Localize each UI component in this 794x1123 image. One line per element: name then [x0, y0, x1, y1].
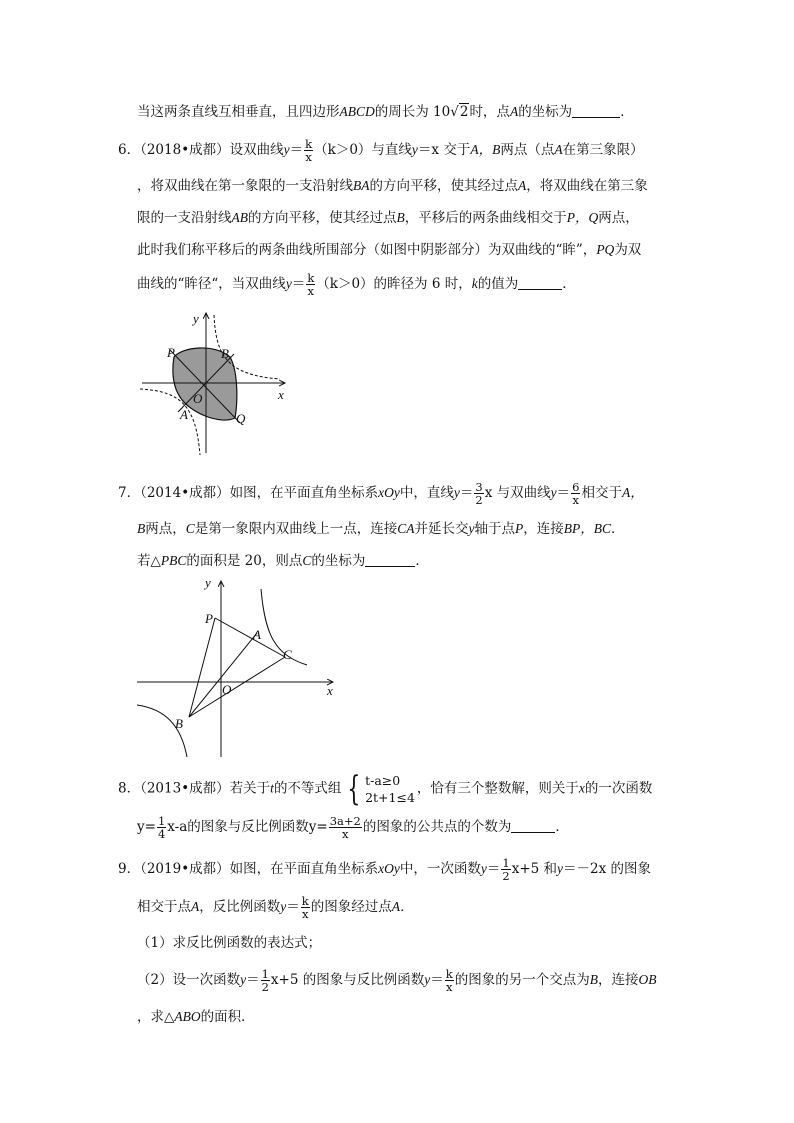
denominator: x: [342, 827, 349, 841]
text: 相交于点: [137, 899, 191, 915]
point: B: [589, 972, 598, 987]
fraction: [261, 968, 270, 993]
text: ＝: [430, 972, 444, 988]
text: 的方向平移，使其经过点: [248, 210, 397, 226]
text: 的坐标为: [311, 553, 366, 569]
q9-line-2: [137, 895, 413, 920]
segments: BP，BC: [563, 521, 612, 536]
point: P: [515, 521, 524, 536]
q9-part-2-cont: [137, 1007, 255, 1027]
numerator: 3: [475, 480, 483, 494]
text: 的面积是 20，则点: [186, 553, 303, 569]
text: 相交于: [581, 485, 622, 501]
text: 两点（点: [500, 142, 555, 158]
text: 如图，在平面直角坐标系: [229, 861, 379, 877]
inequality-1: t-a≥0: [365, 773, 401, 788]
q6-line-4: [137, 240, 641, 260]
text: 限的一支沿射线: [137, 210, 232, 226]
text: 若△: [137, 553, 161, 569]
line-ba: [189, 633, 257, 717]
denominator: 4: [157, 827, 166, 841]
text: 如图，在平面直角坐标系: [229, 485, 379, 501]
text: ，将双曲线在第三象: [526, 178, 648, 194]
q6-figure: [130, 305, 300, 465]
q9-part-1: [137, 933, 321, 953]
text: （2）设一次函数: [137, 972, 241, 988]
text: （k＞0）: [314, 142, 372, 158]
question-source: （2018•成都）: [140, 142, 230, 158]
q8-line-2: [137, 815, 569, 840]
q5-line: [137, 102, 634, 122]
q6-line-5: [137, 272, 576, 297]
inequality-2: 2t+1≤4: [365, 790, 415, 805]
text: 的一次函数: [584, 780, 653, 797]
segment: CA: [397, 521, 415, 536]
point: A: [554, 142, 563, 157]
text: 的图象经过点: [310, 899, 392, 915]
text: 曲线的“眸径“，当双曲线: [137, 276, 286, 292]
fraction: [329, 815, 362, 840]
text: x 与双曲线: [484, 485, 551, 501]
text: x-a: [167, 819, 188, 835]
radicand: 2: [459, 104, 469, 120]
var: y: [453, 485, 460, 500]
numerator: k: [301, 894, 309, 908]
point: B: [396, 210, 405, 225]
q6-line-2: [137, 176, 648, 196]
q7-line-2: [137, 519, 625, 539]
text: 在第三象限）: [562, 142, 644, 158]
brace: {: [347, 769, 361, 809]
question-number: 7．: [118, 485, 141, 501]
triangle-name: PBC: [160, 553, 187, 568]
text: 时，点: [469, 104, 510, 120]
text: 当这两条直线互相垂直，且四边形: [137, 104, 340, 120]
text: ＝: [486, 861, 501, 877]
ray: AB: [231, 210, 248, 225]
var: y: [424, 972, 431, 987]
denominator: 2: [502, 869, 510, 883]
label-a: A: [180, 407, 188, 422]
text: ．: [562, 276, 576, 292]
numerator: 1: [261, 967, 269, 981]
hyperbola-branch-3: [137, 705, 187, 757]
q9-part-2: [137, 968, 656, 993]
text: 轴于点: [474, 521, 516, 537]
text: ＝: [556, 485, 571, 501]
question-number: 6．: [118, 142, 141, 158]
numerator: k: [445, 967, 453, 981]
label-x: x: [278, 387, 284, 402]
var: y: [280, 899, 287, 914]
question-number: 9．: [118, 861, 141, 877]
q6-line-1: [118, 138, 644, 163]
q7-line-3: [137, 551, 429, 571]
text: 的值为: [477, 276, 519, 292]
text: 为双: [614, 242, 642, 258]
q8-line-1: [118, 769, 653, 809]
answer-blank[interactable]: [365, 552, 415, 567]
var: k: [471, 276, 478, 291]
point: A: [518, 178, 527, 193]
text: ，平移后的两条曲线相交于: [404, 210, 567, 226]
label-y: y: [205, 575, 211, 590]
fraction: [306, 272, 315, 297]
label-o: O: [193, 391, 203, 406]
text: ．: [611, 521, 625, 537]
points: P，Q: [566, 210, 599, 225]
text: ，恰有三个整数解，则关于: [416, 780, 579, 797]
var: y: [411, 142, 418, 157]
text: ＝x 交于: [417, 142, 471, 158]
text: 并延长交: [414, 521, 469, 537]
numerator: 3a+2: [329, 814, 361, 828]
text: 的图象的另一个交点为: [454, 972, 590, 988]
answer-blank[interactable]: [518, 275, 562, 290]
var: y: [480, 861, 487, 876]
label-x: x: [327, 683, 333, 698]
text: ，连接: [597, 972, 639, 988]
segment-bc: [189, 657, 285, 717]
numerator: 1: [502, 856, 510, 870]
denominator: x: [307, 284, 315, 298]
q6-line-3: [137, 208, 639, 228]
q9-line-1: [118, 857, 651, 882]
numerator: k: [305, 137, 313, 151]
text: 的不等式组: [273, 780, 342, 797]
coord-system: xOy: [378, 861, 400, 876]
line-pc: [215, 618, 285, 657]
point: A，: [621, 485, 644, 500]
text: 中，一次函数: [399, 861, 481, 877]
point: C: [302, 553, 312, 568]
var: x: [578, 780, 585, 796]
denominator: x: [572, 493, 580, 507]
text: 与直线: [371, 142, 412, 158]
text: （k＞0）的眸径为 6 时，: [316, 276, 472, 292]
fraction: [157, 815, 166, 840]
fraction: [301, 895, 310, 920]
text: ＝: [286, 899, 300, 915]
sqrt-expression: √2: [450, 104, 469, 120]
point: C: [185, 521, 195, 536]
text: x+5 的图象与反比例函数: [270, 972, 425, 988]
denominator: x: [305, 150, 312, 164]
var: y: [468, 521, 475, 536]
ray: BA: [353, 178, 370, 193]
text: 中，直线: [399, 485, 454, 501]
text: ＝: [246, 972, 260, 988]
text: 设双曲线: [229, 142, 284, 158]
text: ＝－2x 的图象: [563, 861, 652, 877]
fraction: [474, 481, 483, 506]
point: A: [191, 899, 200, 914]
var: y: [285, 276, 292, 291]
var: y: [557, 861, 564, 876]
numerator: 1: [157, 814, 166, 828]
text: y=: [137, 819, 156, 835]
label-p: P: [167, 345, 175, 360]
text: ，求△: [137, 1009, 175, 1025]
text: x+5 和: [511, 861, 558, 877]
answer-blank[interactable]: [511, 818, 555, 833]
text: ，反比例函数: [199, 899, 281, 915]
q7-figure: [135, 575, 345, 760]
question-number: 8．: [118, 780, 141, 797]
question-source: （2019•成都）: [140, 861, 230, 877]
text: 两点，: [598, 210, 639, 226]
point: B: [137, 521, 146, 536]
fraction: [304, 138, 313, 163]
text: 若关于: [229, 780, 271, 797]
system-rows: [365, 772, 415, 806]
fraction: [445, 968, 454, 993]
text: 的方向平移，使其经过点: [369, 178, 518, 194]
text: （1）求反比例函数的表达式；: [137, 935, 322, 951]
coord-system: xOy: [378, 485, 400, 500]
points: A，B: [470, 142, 501, 157]
point: A．: [391, 899, 414, 914]
text: 是第一象限内双曲线上一点，连接: [194, 521, 398, 537]
text: 两点，: [145, 521, 186, 537]
numerator: 6: [572, 480, 580, 494]
var: y: [283, 142, 290, 157]
q7-line-1: [118, 481, 644, 506]
var: y: [550, 485, 557, 500]
answer-blank[interactable]: [572, 103, 620, 118]
text: y=: [308, 819, 328, 835]
label-b: B: [175, 716, 183, 731]
text: ．: [415, 553, 429, 569]
numerator: k: [307, 271, 315, 285]
text: 此时我们称平移后的两条曲线所围部分（如图中阴影部分）为双曲线的“眸”，: [137, 242, 597, 258]
label-q: Q: [236, 411, 246, 426]
text: ＝: [289, 142, 304, 158]
var: t: [270, 780, 274, 796]
point-name: A: [509, 104, 519, 119]
text: ．: [620, 104, 634, 120]
text: ＝: [291, 276, 306, 292]
shape-name: ABCD: [339, 104, 375, 119]
denominator: 2: [261, 980, 269, 994]
denominator: x: [445, 980, 453, 994]
text: 的周长为 10: [374, 104, 451, 120]
fraction: [501, 857, 510, 882]
label-y: y: [193, 311, 199, 326]
text: 的坐标为: [518, 104, 573, 120]
text: ，将双曲线在第一象限的一支沿射线: [137, 178, 353, 194]
denominator: x: [301, 907, 309, 921]
segment: PQ: [596, 242, 615, 257]
var: y: [240, 972, 247, 987]
label-c: C: [283, 647, 292, 662]
text: 的面积．: [200, 1009, 255, 1025]
text: 的图象的公共点的个数为: [362, 819, 512, 835]
fraction: [571, 481, 580, 506]
text: ＝: [459, 485, 474, 501]
triangle-name: ABO: [174, 1009, 201, 1024]
question-source: （2014•成都）: [140, 485, 230, 501]
text: ．: [555, 819, 569, 835]
text: 的图象与反比例函数: [187, 819, 309, 835]
text: ，连接: [523, 521, 564, 537]
label-b: B: [221, 346, 229, 361]
label-a: A: [253, 627, 261, 642]
segment: OB: [638, 972, 657, 987]
label-p: P: [205, 611, 213, 626]
denominator: 2: [475, 493, 483, 507]
inequality-system: [343, 769, 415, 809]
label-o: O: [222, 682, 232, 697]
segment-bp: [189, 618, 215, 717]
question-source: （2013•成都）: [140, 780, 230, 797]
